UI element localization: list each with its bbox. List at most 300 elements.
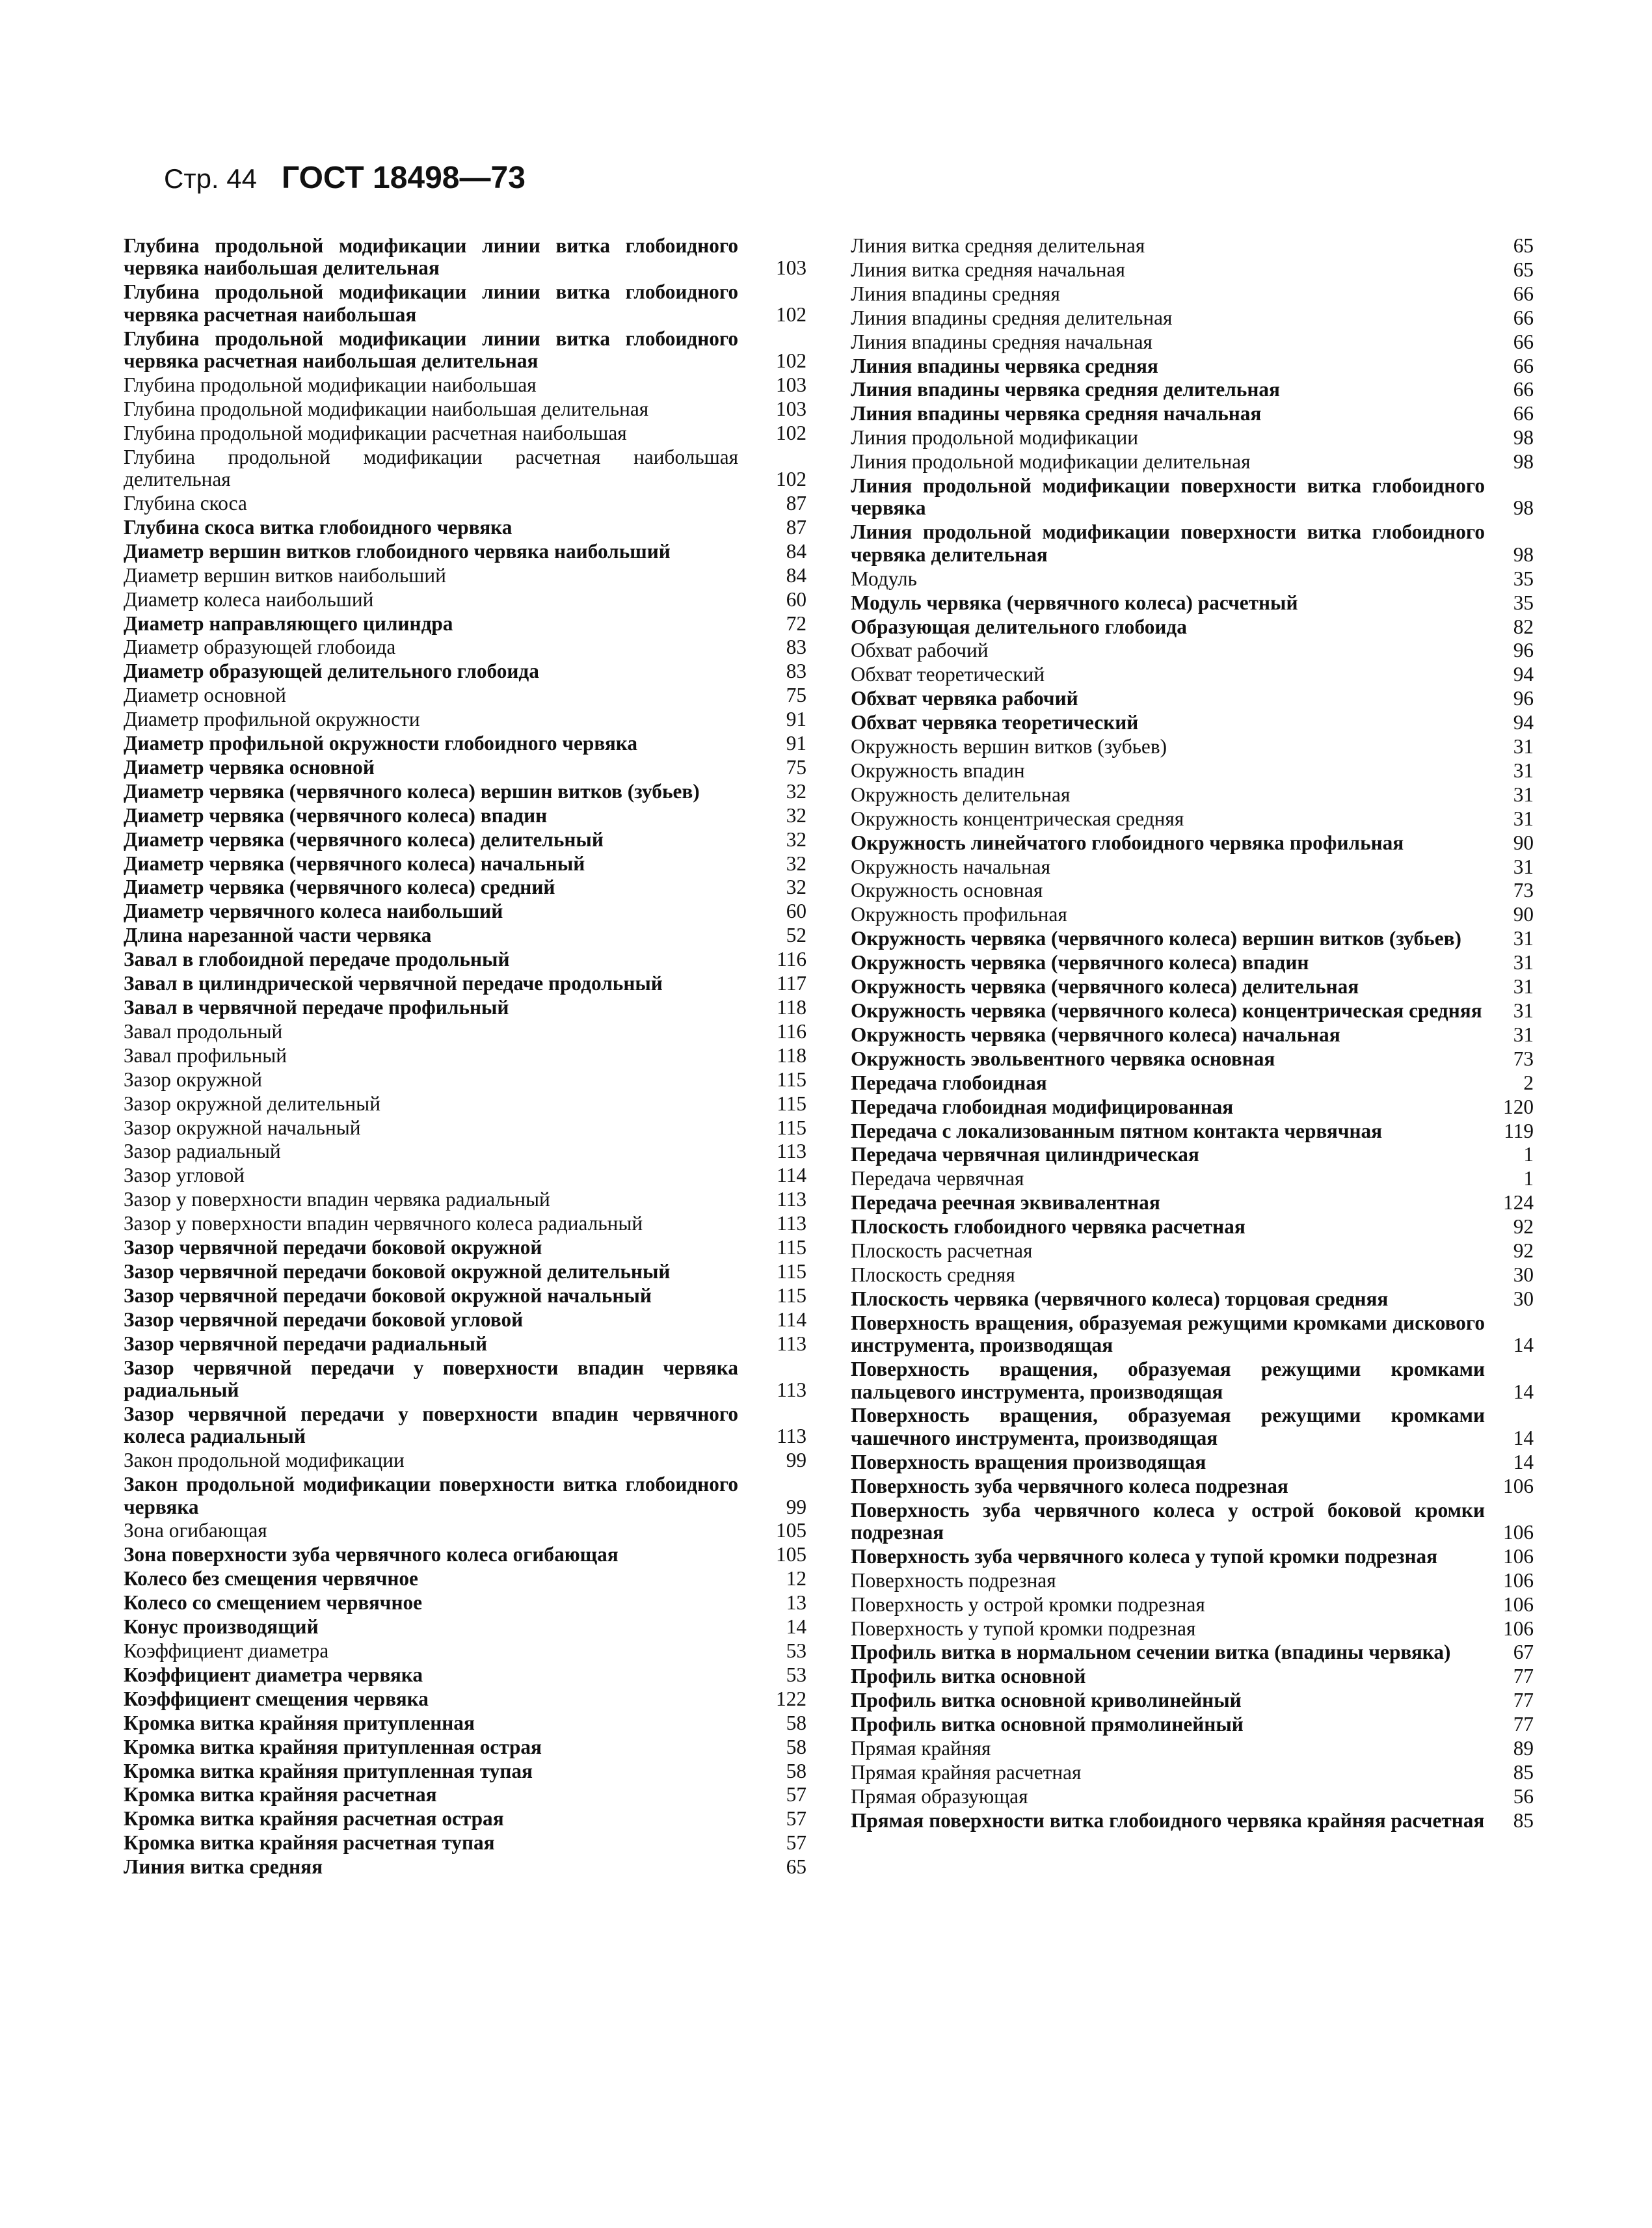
- index-term: Диаметр профильной окружности глобоидного червяка: [124, 732, 637, 755]
- index-entry: [124, 446, 806, 491]
- index-entry: [124, 1357, 806, 1402]
- index-term: Зазор у поверхности впадин червяка радиальный: [124, 1188, 550, 1211]
- index-term: Прямая крайняя: [851, 1737, 991, 1760]
- index-entry: [124, 517, 806, 539]
- index-column-right: [851, 235, 1534, 1834]
- index-page-number: 106: [1503, 1544, 1534, 1568]
- index-page-number: 113: [777, 1332, 806, 1355]
- index-term: Глубина скоса: [124, 491, 247, 515]
- index-entry: [124, 1664, 806, 1686]
- index-entry: [124, 853, 806, 875]
- index-page-number: 72: [786, 611, 806, 635]
- index-term: Поверхность вращения, образуемая режущими кромками дискового инструмента, производящая: [851, 1311, 1485, 1357]
- index-entry: [124, 1640, 806, 1662]
- index-page-number: 103: [776, 256, 806, 280]
- index-term: Поверхность вращения производящая: [851, 1450, 1206, 1473]
- index-term: Зазор червячной передачи боковой угловой: [124, 1308, 524, 1331]
- index-term: Завал в цилиндрической червячной передаче продольный: [124, 972, 663, 995]
- index-entry: [124, 1688, 806, 1710]
- index-page-number: 96: [1513, 687, 1534, 710]
- index-page-number: 87: [786, 515, 806, 539]
- index-page-number: 53: [786, 1663, 806, 1686]
- index-term: Передача червячная цилиндрическая: [851, 1143, 1199, 1166]
- index-page-number: 57: [786, 1807, 806, 1831]
- index-entry: [124, 1333, 806, 1355]
- index-page-number: 31: [1513, 735, 1534, 758]
- index-page-number: 32: [786, 779, 806, 803]
- index-entry: [851, 1689, 1534, 1711]
- index-entry: [124, 1069, 806, 1091]
- index-entry: [124, 1213, 806, 1235]
- index-entry: [124, 1473, 806, 1518]
- index-entry: [851, 1192, 1534, 1214]
- index-page-number: 66: [1513, 306, 1534, 329]
- index-page-number: 31: [1513, 783, 1534, 806]
- index-entry: [124, 1520, 806, 1542]
- index-page-number: 60: [786, 587, 806, 611]
- index-page-number: 105: [776, 1543, 806, 1566]
- index-term: Коэффициент диаметра: [124, 1639, 329, 1662]
- index-page-number: 114: [777, 1164, 806, 1187]
- index-entry: [124, 1544, 806, 1566]
- index-page-number: 66: [1513, 282, 1534, 305]
- index-page-number: 67: [1513, 1641, 1534, 1664]
- index-term: Зазор окружной делительный: [124, 1092, 380, 1115]
- index-term: Линия впадины червяка средняя начальная: [851, 402, 1262, 425]
- index-term: Диаметр направляющего цилиндра: [124, 611, 453, 635]
- index-entry: [124, 1261, 806, 1283]
- index-entry: [851, 1475, 1534, 1497]
- index-entry: [124, 281, 806, 326]
- index-term: Глубина продольной модификации линии витка глобоидного червяка наибольшая делительная: [124, 234, 738, 280]
- index-entry: [124, 422, 806, 444]
- index-entry: [851, 1404, 1534, 1449]
- index-page-number: 113: [777, 1188, 806, 1211]
- index-page-number: 53: [786, 1639, 806, 1662]
- index-page-number: 32: [786, 852, 806, 875]
- index-term: Модуль червяка (червячного колеса) расчетный: [851, 591, 1298, 614]
- standard-title: ГОСТ 18498—73: [281, 161, 526, 195]
- index-term: Окружность впадин: [851, 758, 1025, 782]
- index-entry: [851, 976, 1534, 998]
- index-page-number: 102: [776, 302, 806, 326]
- index-entry: [851, 1594, 1534, 1616]
- index-page-number: 113: [777, 1425, 806, 1448]
- index-term: Линия продольной модификации поверхности витка глобоидного червяка: [851, 474, 1485, 520]
- index-entry: [851, 712, 1534, 734]
- index-page-number: 91: [786, 732, 806, 755]
- index-term: Глубина продольной модификации наибольшая: [124, 373, 537, 396]
- index-page-number: 66: [1513, 354, 1534, 377]
- index-entry: [124, 876, 806, 898]
- index-entry: [124, 541, 806, 563]
- index-term: Линия впадины средняя: [851, 282, 1060, 305]
- index-entry: [124, 1712, 806, 1734]
- index-entry: [124, 1188, 806, 1211]
- index-term: Диаметр образующей делительного глобоида: [124, 660, 539, 683]
- index-entry: [124, 1784, 806, 1806]
- index-term: Окружность червяка (червячного колеса) делительная: [851, 975, 1359, 999]
- index-term: Поверхность подрезная: [851, 1568, 1056, 1592]
- index-term: Профиль витка основной криволинейный: [851, 1689, 1242, 1712]
- index-term: Окружность червяка (червячного колеса) вершин витков (зубьев): [851, 927, 1461, 950]
- index-term: Диаметр червяка (червячного колеса) начальный: [124, 852, 585, 875]
- index-term: Окружность линейчатого глобоидного червяка профильная: [851, 831, 1404, 854]
- index-term: Поверхность у тупой кромки подрезная: [851, 1617, 1196, 1640]
- index-term: Плоскость расчетная: [851, 1239, 1033, 1263]
- index-entry: [124, 1760, 806, 1782]
- index-term: Линия впадины средняя начальная: [851, 330, 1152, 353]
- index-entry: [851, 1000, 1534, 1022]
- index-entry: [851, 1618, 1534, 1640]
- index-page-number: 115: [777, 1283, 806, 1307]
- index-term: Зона огибающая: [124, 1519, 267, 1542]
- index-term: Глубина скоса витка глобоидного червяка: [124, 515, 513, 539]
- index-entry: [124, 757, 806, 779]
- index-term: Диаметр червяка основной: [124, 755, 375, 779]
- index-page-number: 1: [1523, 1143, 1534, 1166]
- index-entry: [851, 355, 1534, 377]
- index-entry: [124, 1856, 806, 1878]
- index-page-number: 103: [776, 397, 806, 420]
- index-term: Зазор червячной передачи боковой окружной делительный: [124, 1259, 671, 1283]
- index-page-number: 73: [1513, 879, 1534, 902]
- index-entry: [851, 1024, 1534, 1046]
- index-page-number: 99: [786, 1449, 806, 1472]
- index-page-number: 116: [777, 1019, 806, 1043]
- index-entry: [851, 639, 1534, 662]
- index-term: Поверхность зуба червячного колеса у острой боковой кромки подрезная: [851, 1498, 1485, 1544]
- index-entry: [851, 1786, 1534, 1808]
- index-term: Передача глобоидная модифицированная: [851, 1095, 1234, 1118]
- index-page-number: 31: [1513, 951, 1534, 974]
- index-entry: [851, 856, 1534, 878]
- index-entry: [851, 904, 1534, 926]
- index-term: Колесо без смещения червячное: [124, 1567, 418, 1590]
- index-page-number: 14: [1513, 1450, 1534, 1473]
- index-page-number: 83: [786, 660, 806, 683]
- index-term: Диаметр профильной окружности: [124, 708, 420, 731]
- index-term: Конус производящий: [124, 1615, 319, 1639]
- index-term: Колесо со смещением червячное: [124, 1591, 423, 1615]
- index-entry: [124, 781, 806, 803]
- index-entry: [851, 379, 1534, 401]
- index-term: Окружность вершин витков (зубьев): [851, 735, 1167, 758]
- index-page-number: 58: [786, 1759, 806, 1782]
- index-page-number: 31: [1513, 758, 1534, 782]
- index-page-number: 99: [786, 1495, 806, 1518]
- index-page-number: 105: [776, 1519, 806, 1542]
- index-term: Кромка витка крайняя притупленная: [124, 1711, 475, 1734]
- index-entry: [124, 492, 806, 515]
- index-page-number: 98: [1513, 543, 1534, 566]
- index-entry: [851, 1570, 1534, 1592]
- index-term: Зазор окружной: [124, 1067, 262, 1091]
- index-page-number: 83: [786, 636, 806, 659]
- index-term: Образующая делительного глобоида: [851, 615, 1187, 638]
- index-term: Глубина продольной модификации наибольшая делительная: [124, 397, 649, 420]
- index-entry: [124, 328, 806, 373]
- index-page-number: 115: [777, 1259, 806, 1283]
- index-page-number: 92: [1513, 1215, 1534, 1239]
- index-page-number: 115: [777, 1236, 806, 1259]
- index-entry: [851, 1312, 1534, 1357]
- index-term: Обхват рабочий: [851, 639, 989, 662]
- index-entry: [124, 997, 806, 1019]
- index-page-number: 31: [1513, 1023, 1534, 1046]
- index-term: Окружность эвольвентного червяка основная: [851, 1047, 1275, 1070]
- index-column-left: [124, 235, 806, 1880]
- index-entry: [124, 565, 806, 587]
- index-entry: [124, 1736, 806, 1758]
- index-page-number: 14: [1513, 1380, 1534, 1403]
- index-page-number: 115: [777, 1116, 806, 1139]
- index-term: Закон продольной модификации поверхности витка глобоидного червяка: [124, 1473, 738, 1518]
- index-term: Кромка витка крайняя расчетная тупая: [124, 1831, 495, 1855]
- index-term: Кромка витка крайняя притупленная тупая: [124, 1759, 533, 1782]
- index-term: Глубина продольной модификации линии витка глобоидного червяка расчетная наибольшая: [124, 280, 738, 326]
- index-page-number: 118: [777, 1043, 806, 1067]
- index-term: Профиль витка основной: [851, 1665, 1086, 1688]
- index-entry: [124, 613, 806, 635]
- index-term: Поверхность вращения, образуемая режущими кромками чашечного инструмента, производящая: [851, 1404, 1485, 1449]
- index-page-number: 102: [776, 349, 806, 373]
- index-entry: [851, 879, 1534, 902]
- index-term: Линия впадины средняя делительная: [851, 306, 1173, 329]
- index-entry: [851, 1168, 1534, 1190]
- index-page-number: 106: [1503, 1520, 1534, 1544]
- index-page-number: 117: [777, 972, 806, 995]
- index-page-number: 14: [1513, 1426, 1534, 1449]
- index-term: Передача червячная: [851, 1167, 1024, 1190]
- index-page-number: 32: [786, 827, 806, 851]
- index-entry: [124, 235, 806, 280]
- index-term: Профиль витка в нормальном сечении витка (впадины червяка): [851, 1641, 1451, 1664]
- index-page-number: 102: [776, 421, 806, 444]
- index-term: Завал профильный: [124, 1043, 287, 1067]
- index-term: Поверхность у острой кромки подрезная: [851, 1592, 1205, 1616]
- index-term: Завал в глобоидной передаче продольный: [124, 948, 510, 971]
- index-term: Зазор червячной передачи боковой окружной: [124, 1236, 542, 1259]
- index-page-number: 31: [1513, 975, 1534, 999]
- index-term: Диаметр основной: [124, 684, 286, 707]
- index-term: Линия продольной модификации поверхности витка глобоидного червяка делительная: [851, 520, 1485, 566]
- index-entry: [124, 1117, 806, 1139]
- index-term: Обхват червяка рабочий: [851, 687, 1078, 710]
- index-entry: [851, 1762, 1534, 1784]
- index-entry: [124, 1449, 806, 1471]
- index-page-number: 90: [1513, 831, 1534, 854]
- index-term: Зазор червячной передачи боковой окружной начальный: [124, 1283, 652, 1307]
- index-entry: [851, 1665, 1534, 1687]
- index-page-number: 102: [776, 468, 806, 491]
- index-term: Профиль витка основной прямолинейный: [851, 1713, 1244, 1736]
- index-entry: [851, 832, 1534, 854]
- index-entry: [851, 403, 1534, 425]
- index-page-number: 35: [1513, 567, 1534, 590]
- index-entry: [851, 928, 1534, 950]
- index-entry: [851, 1240, 1534, 1262]
- index-term: Диаметр образующей глобоида: [124, 636, 396, 659]
- index-entry: [851, 475, 1534, 520]
- index-entry: [851, 259, 1534, 281]
- index-term: Поверхность зуба червячного колеса подрезная: [851, 1474, 1288, 1497]
- index-term: Зазор червячной передачи у поверхности впадин червяка радиальный: [124, 1356, 738, 1401]
- index-term: Плоскость средняя: [851, 1263, 1015, 1286]
- index-term: Глубина продольной модификации линии витка глобоидного червяка расчетная наибольшая делительная: [124, 327, 738, 373]
- index-term: Линия витка средняя: [124, 1855, 323, 1879]
- index-term: Прямая крайняя расчетная: [851, 1761, 1082, 1784]
- index-page-number: 98: [1513, 450, 1534, 474]
- index-entry: [851, 808, 1534, 830]
- index-page-number: 75: [786, 755, 806, 779]
- index-entry: [851, 760, 1534, 782]
- index-term: Кромка витка крайняя расчетная острая: [124, 1807, 504, 1831]
- index-term: Диаметр вершин витков наибольший: [124, 563, 446, 587]
- index-term: Передача с локализованным пятном контакта червячная: [851, 1119, 1383, 1142]
- index-entry: [851, 664, 1534, 686]
- index-term: Закон продольной модификации: [124, 1449, 405, 1472]
- index-page-number: 113: [777, 1140, 806, 1163]
- index-entry: [124, 924, 806, 946]
- index-entry: [124, 948, 806, 971]
- index-entry: [124, 732, 806, 755]
- index-entry: [124, 1093, 806, 1115]
- index-page-number: 65: [1513, 234, 1534, 257]
- index-term: Диаметр червяка (червячного колеса) вершин витков (зубьев): [124, 779, 700, 803]
- index-page-number: 120: [1503, 1095, 1534, 1118]
- index-term: Кромка витка крайняя расчетная: [124, 1783, 437, 1806]
- index-page-number: 73: [1513, 1047, 1534, 1070]
- index-term: Кромка витка крайняя притупленная острая: [124, 1735, 542, 1758]
- index-entry: [851, 1451, 1534, 1473]
- index-entry: [851, 1264, 1534, 1286]
- index-term: Зазор угловой: [124, 1164, 245, 1187]
- index-term: Зазор у поверхности впадин червячного колеса радиальный: [124, 1212, 643, 1235]
- index-entry: [124, 708, 806, 731]
- index-page-number: 65: [1513, 258, 1534, 281]
- index-term: Коэффициент смещения червяка: [124, 1687, 429, 1710]
- index-term: Плоскость глобоидного червяка расчетная: [851, 1215, 1246, 1239]
- index-entry: [124, 973, 806, 995]
- index-entry: [851, 331, 1534, 353]
- index-term: Окружность делительная: [851, 783, 1071, 806]
- index-page-number: 114: [777, 1308, 806, 1331]
- page-number-label: Стр. 44: [164, 163, 257, 194]
- index-entry: [851, 521, 1534, 566]
- index-page-number: 106: [1503, 1617, 1534, 1640]
- index-entry: [851, 1144, 1534, 1166]
- index-page-number: 31: [1513, 999, 1534, 1022]
- index-page-number: 58: [786, 1711, 806, 1734]
- index-entry: [124, 829, 806, 851]
- index-page-number: 31: [1513, 855, 1534, 878]
- index-page-number: 85: [1513, 1808, 1534, 1832]
- index-entry: [851, 1096, 1534, 1118]
- index-term: Окружность концентрическая средняя: [851, 807, 1184, 830]
- index-entry: [851, 784, 1534, 806]
- index-entry: [124, 1568, 806, 1590]
- index-page-number: 106: [1503, 1474, 1534, 1497]
- index-page-number: 30: [1513, 1263, 1534, 1286]
- index-entry: [124, 374, 806, 396]
- index-page-number: 1: [1523, 1167, 1534, 1190]
- index-term: Окружность червяка (червячного колеса) впадин: [851, 951, 1309, 974]
- index-term: Длина нарезанной части червяка: [124, 924, 432, 947]
- index-entry: [124, 1309, 806, 1331]
- index-page-number: 124: [1503, 1191, 1534, 1215]
- index-entry: [124, 1164, 806, 1187]
- index-term: Зазор окружной начальный: [124, 1116, 361, 1139]
- index-page-number: 58: [786, 1735, 806, 1758]
- index-entry: [124, 1592, 806, 1614]
- index-page-number: 85: [1513, 1761, 1534, 1784]
- index-term: Поверхность зуба червячного колеса у тупой кромки подрезная: [851, 1544, 1438, 1568]
- index-term: Глубина продольной модификации расчетная наибольшая делительная: [124, 445, 738, 491]
- index-term: Коэффициент диаметра червяка: [124, 1663, 423, 1686]
- index-page-number: 118: [777, 996, 806, 1019]
- index-page-number: 12: [786, 1567, 806, 1590]
- index-page-number: 115: [777, 1092, 806, 1115]
- index-entry: [851, 1048, 1534, 1070]
- index-page-number: 57: [786, 1783, 806, 1806]
- index-term: Прямая образующая: [851, 1784, 1028, 1808]
- index-term: Диаметр червяка (червячного колеса) средний: [124, 876, 555, 899]
- index-page-number: 77: [1513, 1713, 1534, 1736]
- index-page-number: 31: [1513, 927, 1534, 950]
- index-term: Завал в червячной передаче профильный: [124, 996, 509, 1019]
- index-entry: [851, 688, 1534, 710]
- index-page-number: 32: [786, 876, 806, 899]
- index-page-number: 66: [1513, 378, 1534, 401]
- index-entry: [124, 1237, 806, 1259]
- index-page-number: 98: [1513, 496, 1534, 520]
- index-entry: [124, 1832, 806, 1854]
- index-page-number: 106: [1503, 1592, 1534, 1616]
- index-page-number: 66: [1513, 330, 1534, 353]
- index-page-number: 119: [1504, 1119, 1534, 1142]
- index-term: Глубина продольной модификации расчетная наибольшая: [124, 421, 627, 444]
- index-page-number: 91: [786, 708, 806, 731]
- index-term: Поверхность вращения, образуемая режущими кромками пальцевого инструмента, производящая: [851, 1358, 1485, 1403]
- index-page-number: 113: [777, 1378, 806, 1401]
- index-entry: [124, 805, 806, 827]
- index-page-number: 122: [776, 1687, 806, 1710]
- index-page-number: 14: [786, 1615, 806, 1639]
- index-entry: [851, 283, 1534, 305]
- index-term: Диаметр червяка (червячного колеса) впадин: [124, 803, 548, 827]
- index-term: Модуль: [851, 567, 917, 590]
- index-page-number: 94: [1513, 711, 1534, 734]
- index-entry: [124, 1285, 806, 1307]
- index-page-number: 14: [1513, 1334, 1534, 1357]
- index-page-number: 92: [1513, 1239, 1534, 1263]
- index-term: Окружность червяка (червячного колеса) концентрическая средняя: [851, 999, 1482, 1022]
- index-page-number: 65: [786, 1855, 806, 1879]
- index-term: Передача глобоидная: [851, 1071, 1047, 1094]
- index-term: Передача реечная эквивалентная: [851, 1191, 1160, 1215]
- index-entry: [851, 1810, 1534, 1832]
- index-entry: [124, 900, 806, 922]
- index-entry: [124, 589, 806, 611]
- index-page-number: 116: [777, 948, 806, 971]
- index-page-number: 98: [1513, 426, 1534, 450]
- index-page-number: 13: [786, 1591, 806, 1615]
- index-page-number: 57: [786, 1831, 806, 1855]
- index-entry: [851, 1713, 1534, 1736]
- index-term: Диаметр червячного колеса наибольший: [124, 900, 503, 923]
- index-page-number: 89: [1513, 1737, 1534, 1760]
